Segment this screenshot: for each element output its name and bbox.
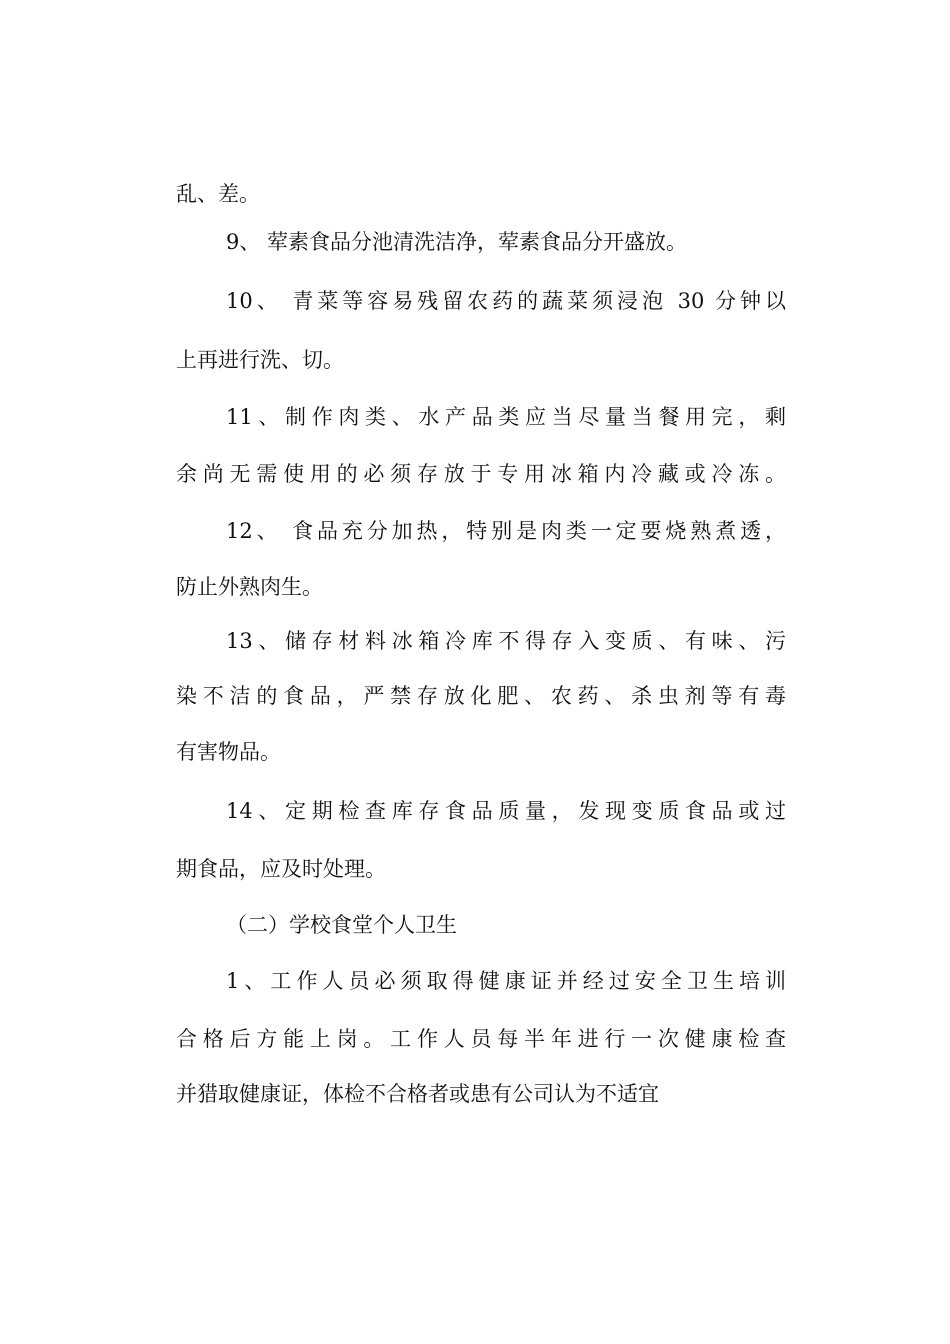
text-line: 合格后方能上岗。工作人员每半年进行一次健康检查	[176, 1027, 786, 1051]
text-line: 1、工作人员必须取得健康证并经过安全卫生培训	[226, 969, 786, 993]
text-line: 10、 青菜等容易残留农药的蔬菜须浸泡 30 分钟以	[226, 289, 786, 313]
text-line: 余尚无需使用的必须存放于专用冰箱内冷藏或冷冻。	[176, 462, 786, 486]
text-line: 期食品，应及时处理。	[176, 857, 386, 881]
text-line: 乱、差。	[176, 182, 260, 206]
text-line: 9、 荤素食品分池清洗洁净，荤素食品分开盛放。	[226, 230, 688, 254]
section-heading: （二）学校食堂个人卫生	[226, 913, 457, 937]
text-line: 12、 食品充分加热，特别是肉类一定要烧熟煮透，	[226, 519, 786, 543]
text-line: 14、定期检查库存食品质量，发现变质食品或过	[226, 799, 786, 823]
text-line: 防止外熟肉生。	[176, 575, 323, 599]
text-line: 染不洁的食品，严禁存放化肥、农药、杀虫剂等有毒	[176, 684, 786, 708]
text-line: 并猎取健康证，体检不合格者或患有公司认为不适宜	[176, 1082, 659, 1106]
text-line: 13、储存材料冰箱冷库不得存入变质、有味、污	[226, 629, 786, 653]
text-line: 有害物品。	[176, 740, 281, 764]
text-line: 11、制作肉类、水产品类应当尽量当餐用完，剩	[226, 405, 786, 429]
text-line: 上再进行洗、切。	[176, 348, 344, 372]
